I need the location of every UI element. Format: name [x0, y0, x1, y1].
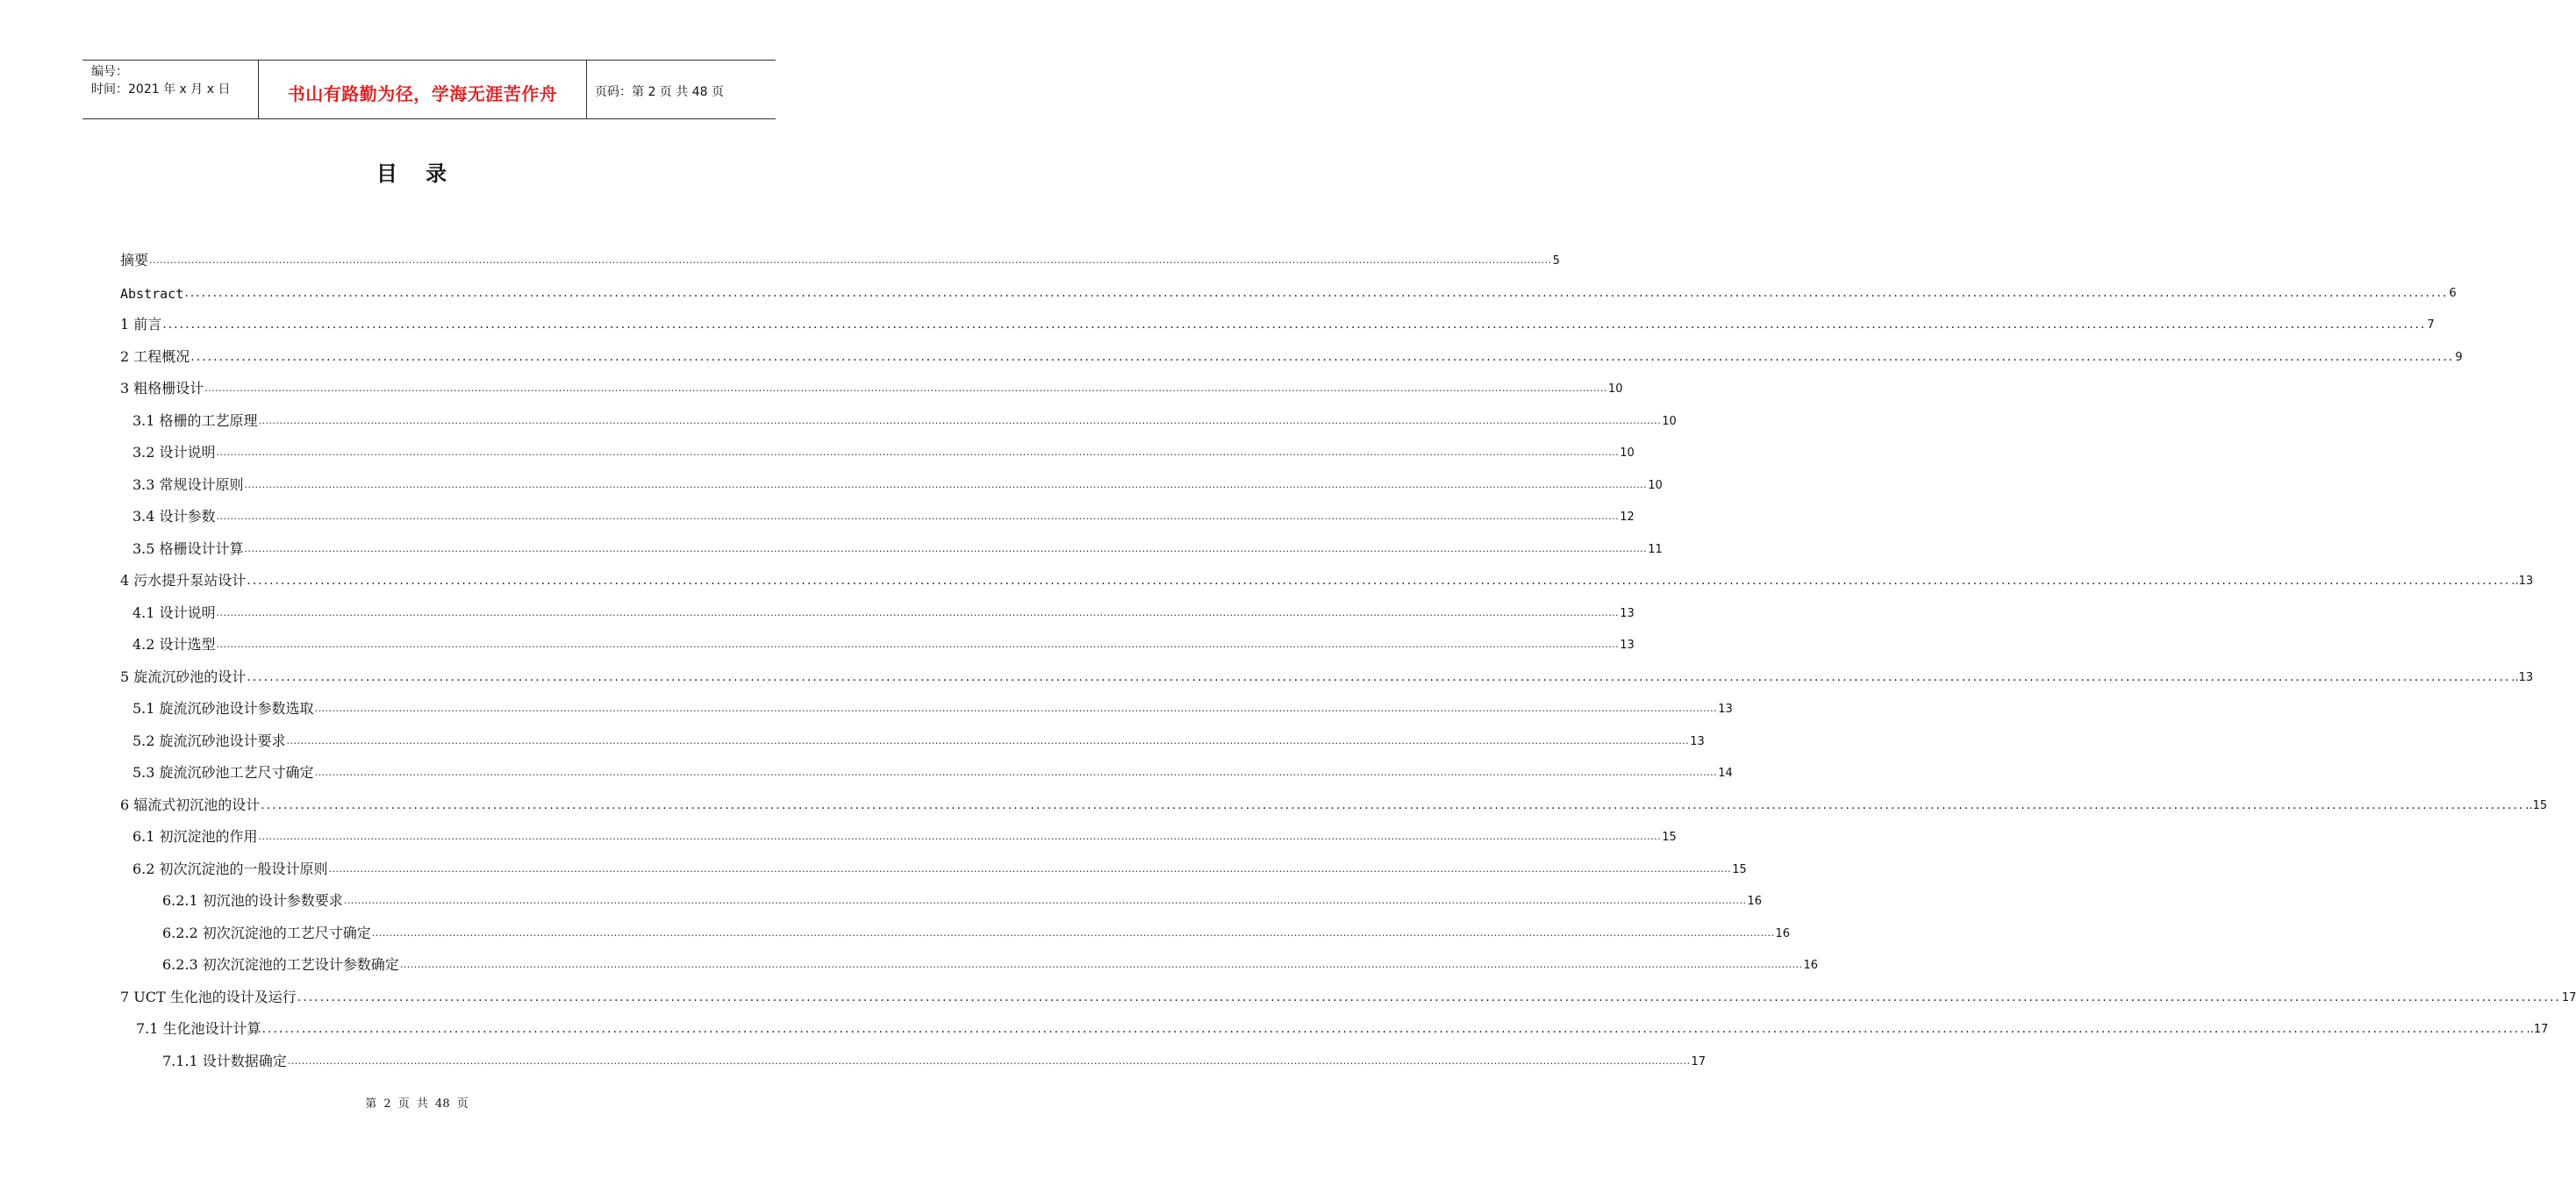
toc-leader: ................................................................................................................................................................................................................................................................................................................................................................................................................	[314, 767, 1718, 778]
toc-entry-page: 14	[1718, 767, 1733, 780]
header-info-cell	[82, 61, 259, 118]
toc-entry[interactable]	[120, 345, 2463, 366]
toc-entry-page: ..13	[2511, 575, 2534, 588]
toc-leader: ................................................................................................................................................................................................................................................................................................................................................................................................................	[399, 959, 1803, 970]
toc-entry[interactable]	[120, 376, 1623, 397]
toc-entry-page: 13	[1620, 607, 1635, 620]
toc-entry-label: 4.1 设计说明	[132, 604, 216, 621]
toc-entry-page: 10	[1662, 415, 1677, 428]
toc-entry-label: 摘要	[120, 252, 149, 268]
toc-leader: ................................................................................................................................................................................................................................................................................................................................................................................................................	[258, 831, 1662, 842]
toc-entry-page: ..17	[2526, 1023, 2549, 1036]
toc-entry-page: 12	[1620, 511, 1635, 524]
toc-entry[interactable]	[132, 473, 1663, 494]
toc-entry[interactable]	[120, 985, 2576, 1006]
toc-entry[interactable]	[132, 504, 1635, 525]
toc-entry[interactable]	[120, 665, 2534, 686]
toc-entry-label: Abstract	[120, 286, 184, 302]
toc-entry-page: 11	[1648, 543, 1663, 556]
toc-entry[interactable]	[132, 697, 1733, 718]
toc-entry[interactable]	[120, 248, 1560, 269]
toc-entry[interactable]	[132, 825, 1677, 846]
document-header-table	[82, 60, 776, 119]
toc-entry[interactable]	[132, 537, 1663, 558]
toc-leader: ................................................................................................................................................................................................................................................................................................................................................................................................................	[247, 670, 2511, 684]
header-page-cell	[587, 61, 776, 118]
toc-entry-label: 6.1 初沉淀池的作用	[132, 828, 258, 845]
toc-leader: ................................................................................................................................................................................................................................................................................................................................................................................................................	[244, 543, 1648, 554]
toc-leader: ................................................................................................................................................................................................................................................................................................................................................................................................................	[261, 798, 2525, 812]
toc-leader: ................................................................................................................................................................................................................................................................................................................................................................................................................	[258, 415, 1662, 426]
toc-entry[interactable]	[132, 601, 1635, 622]
toc-entry-page: 13	[1718, 703, 1733, 716]
toc-entry-label: 7.1.1 设计数据确定	[162, 1053, 287, 1069]
toc-leader: ................................................................................................................................................................................................................................................................................................................................................................................................................	[314, 703, 1718, 714]
toc-entry[interactable]	[120, 793, 2548, 814]
toc-entry-label: 1 前言	[120, 316, 162, 332]
toc-entry-label: 4 污水提升泵站设计	[120, 572, 247, 589]
toc-entry-label: 7.1 生化池设计计算	[136, 1020, 261, 1037]
toc-entry[interactable]	[132, 857, 1747, 878]
toc-entry-page: 15	[1662, 831, 1677, 844]
toc-entry-label: 3 粗格栅设计	[120, 380, 204, 397]
toc-entry-label: 6.2.3 初次沉淀池的工艺设计参数确定	[162, 956, 399, 973]
toc-entry-page: 10	[1648, 479, 1663, 492]
toc-entry-label: 2 工程概况	[120, 348, 190, 365]
toc-entry-page: 16	[1803, 959, 1818, 972]
toc-entry-page: 17	[2561, 991, 2576, 1004]
toc-entry-page: 10	[1607, 382, 1623, 396]
toc-leader: ................................................................................................................................................................................................................................................................................................................................................................................................................	[328, 863, 1732, 875]
toc-leader: ................................................................................................................................................................................................................................................................................................................................................................................................................	[343, 895, 1747, 906]
toc-entry-page: ..13	[2511, 671, 2534, 684]
toc-entry-page: 13	[1690, 735, 1705, 748]
toc-entry-page: 16	[1775, 927, 1790, 940]
toc-entry[interactable]	[120, 568, 2534, 590]
toc-leader: ................................................................................................................................................................................................................................................................................................................................................................................................................	[216, 639, 1620, 650]
toc-entry[interactable]	[132, 440, 1635, 461]
toc-entry[interactable]	[162, 953, 1818, 974]
toc-entry-page: 9	[2455, 351, 2463, 364]
toc-entry-label: 3.3 常规设计原则	[132, 476, 244, 493]
toc-entry-label: 3.5 格栅设计计算	[132, 540, 244, 557]
toc-leader: ................................................................................................................................................................................................................................................................................................................................................................................................................	[297, 990, 2561, 1004]
toc-entry[interactable]	[132, 409, 1677, 430]
toc-entry-page: 17	[1691, 1055, 1706, 1068]
toc-leader: ................................................................................................................................................................................................................................................................................................................................................................................................................	[149, 254, 1552, 266]
toc-entry[interactable]	[120, 281, 2457, 302]
toc-leader: ................................................................................................................................................................................................................................................................................................................................................................................................................	[204, 382, 1607, 394]
toc-entry-page: 6	[2449, 287, 2457, 300]
toc-entry-page: 5	[1552, 254, 1560, 268]
toc-entry-label: 6.2 初次沉淀池的一般设计原则	[132, 861, 328, 877]
toc-leader: ................................................................................................................................................................................................................................................................................................................................................................................................................	[216, 447, 1620, 458]
motto-text: 书山有路勤为径，学海无涯苦作舟	[287, 83, 558, 104]
toc-leader: ................................................................................................................................................................................................................................................................................................................................................................................................................	[184, 286, 2449, 300]
toc-entry-label: 5.1 旋流沉砂池设计参数选取	[132, 700, 314, 717]
toc-entry-label: 4.2 设计选型	[132, 636, 216, 653]
toc-entry-label: 5.3 旋流沉砂池工艺尺寸确定	[132, 764, 314, 781]
toc-entry-page: 13	[1620, 639, 1635, 652]
toc-entry-label: 5 旋流沉砂池的设计	[120, 668, 247, 685]
toc-entry-page: ..15	[2525, 799, 2548, 812]
toc-entry-page: 15	[1732, 863, 1747, 876]
toc-entry[interactable]	[132, 729, 1705, 750]
toc-entry[interactable]	[162, 921, 1790, 942]
header-motto-cell	[259, 61, 587, 118]
toc-leader: ................................................................................................................................................................................................................................................................................................................................................................................................................	[371, 927, 1775, 939]
toc-entry-label: 3.4 设计参数	[132, 508, 216, 525]
serial-number-label: 编号：	[91, 65, 128, 79]
toc-entry-label: 5.2 旋流沉砂池设计要求	[132, 732, 286, 749]
toc-entry[interactable]	[162, 1049, 1706, 1070]
toc-entry[interactable]	[132, 761, 1733, 782]
toc-leader: ................................................................................................................................................................................................................................................................................................................................................................................................................	[247, 574, 2511, 588]
toc-leader: ................................................................................................................................................................................................................................................................................................................................................................................................................	[216, 511, 1620, 522]
toc-entry-page: 16	[1747, 895, 1762, 908]
toc-leader: ................................................................................................................................................................................................................................................................................................................................................................................................................	[190, 350, 2455, 364]
toc-leader: ................................................................................................................................................................................................................................................................................................................................................................................................................	[216, 607, 1620, 618]
toc-entry-label: 3.2 设计说明	[132, 444, 216, 461]
toc-entry-label: 6.2.2 初次沉淀池的工艺尺寸确定	[162, 925, 371, 941]
toc-entry[interactable]	[120, 312, 2435, 333]
toc-entry-label: 6.2.1 初沉池的设计参数要求	[162, 892, 343, 909]
toc-leader: ................................................................................................................................................................................................................................................................................................................................................................................................................	[287, 1055, 1691, 1067]
toc-entry-page: 7	[2427, 318, 2435, 332]
toc-entry[interactable]	[162, 889, 1762, 910]
toc-leader: ................................................................................................................................................................................................................................................................................................................................................................................................................	[286, 735, 1690, 747]
toc-entry-label: 3.1 格栅的工艺原理	[132, 412, 258, 429]
time-label: 时间：2021 年 x 月 x 日	[91, 82, 231, 96]
toc-entry[interactable]	[132, 632, 1635, 654]
toc-leader: ................................................................................................................................................................................................................................................................................................................................................................................................................	[261, 1022, 2526, 1036]
toc-leader: ................................................................................................................................................................................................................................................................................................................................................................................................................	[162, 318, 2427, 332]
page-footer: 第 2 页 共 48 页	[365, 1097, 469, 1111]
toc-entry[interactable]	[136, 1017, 2549, 1038]
toc-leader: ................................................................................................................................................................................................................................................................................................................................................................................................................	[244, 479, 1648, 490]
page-title: 目 录	[376, 161, 458, 186]
toc-entry-label: 7 UCT 生化池的设计及运行	[120, 989, 297, 1005]
toc-entry-page: 10	[1620, 447, 1635, 460]
toc-entry-label: 6 辐流式初沉池的设计	[120, 797, 261, 813]
page-info: 页码：第 2 页 共 48 页	[595, 85, 724, 99]
